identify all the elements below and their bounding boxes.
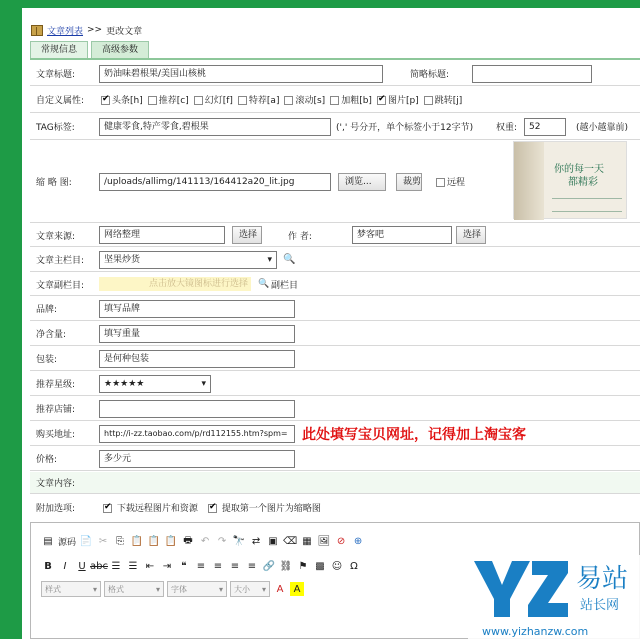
format-select-label: 格式 [108,584,124,594]
flash-icon[interactable]: ⊘ [336,535,346,547]
font-select-label: 字体 [171,584,187,594]
image-icon[interactable]: 🖼 [317,535,331,547]
flag-recommend-label: 推荐[c] [158,96,189,106]
shop-label: 推荐店铺: [36,405,76,415]
unordered-list-icon[interactable]: ☰ [128,560,138,572]
download-remote-checkbox[interactable] [103,504,112,513]
row-main-column [30,248,640,272]
tag-label: TAG标签: [36,123,75,133]
special-char-icon[interactable]: Ω [350,560,358,572]
short-title-input[interactable] [472,65,592,83]
flags-group [101,93,462,106]
book-icon [31,25,43,36]
thumbnail-input[interactable]: /uploads/allimg/141113/164412a20_lit.jpg [99,173,331,191]
chevron-down-icon: ▾ [261,584,266,594]
blockquote-icon[interactable]: ❝ [181,560,187,572]
thumbnail-label: 缩 略 图: [36,178,72,188]
author-label: 作 者: [288,231,312,242]
remote-label: 远程 [447,178,466,188]
flag-slide-label: 幻灯[f] [204,96,233,106]
maximize-icon[interactable]: ⊕ [353,535,363,547]
flag-bold-checkbox[interactable] [330,96,339,105]
search-magnifier-icon[interactable]: 🔍 [283,254,296,265]
flags-label: 自定义属性: [36,96,85,106]
undo-icon[interactable]: ↶ [200,535,210,547]
cut-icon[interactable]: ✂ [98,535,108,547]
watermark-brand: 易站 [576,564,629,594]
row-buy-url [30,422,640,446]
italic-icon[interactable]: I [63,560,67,572]
row-tags [30,114,640,140]
format-select[interactable] [104,581,164,597]
sub-column-magnifier-icon[interactable]: 🔍 [258,279,270,289]
size-select[interactable] [230,581,270,597]
remove-format-icon[interactable]: ⌫ [282,535,298,547]
paste-icon[interactable]: 📋 [130,535,144,547]
row-net-weight [30,322,640,346]
download-remote-option[interactable] [103,501,198,514]
source-input[interactable]: 网络整理 [99,226,225,244]
main-column-label: 文章主栏目: [36,256,85,266]
remote-checkbox[interactable] [436,178,445,187]
rating-value: ★★★★★ [104,378,145,389]
flag-bold-label: 加粗[b] [341,96,372,106]
source-icon[interactable]: ▤ [43,535,53,547]
row-sub-column [30,273,640,296]
style-select-label: 样式 [45,584,61,594]
breadcrumb [31,22,142,38]
flag-recommend-checkbox[interactable] [148,96,157,105]
align-justify-icon[interactable]: ≡ [247,560,257,572]
remote-option[interactable] [436,175,465,188]
text-color-icon[interactable]: A [276,583,284,595]
flag-special-checkbox[interactable] [238,96,247,105]
flag-jump-label: 跳转[j] [434,96,463,106]
ordered-list-icon[interactable]: ☰ [111,560,121,572]
extra-label: 附加选项: [36,503,76,514]
weight-input[interactable]: 52 [524,118,566,136]
crop-button[interactable]: 裁剪 [396,173,422,191]
anchor-icon[interactable]: ⚑ [298,560,308,572]
flag-special-label: 特荐[a] [248,96,280,106]
thumbnail-photo-left [514,142,544,220]
redo-icon[interactable]: ↷ [217,535,227,547]
chevron-down-icon: ▾ [218,584,223,594]
flag-headline-checkbox[interactable] [101,96,110,105]
chevron-down-icon: ▾ [201,378,206,389]
first-image-thumb-label: 提取第一个图片为缩略图 [221,503,321,514]
flag-picture-label: 图片[p] [387,96,419,106]
flag-special[interactable] [238,93,280,106]
shop-input[interactable] [99,400,295,418]
left-green-bar [0,8,22,639]
flag-scroll-checkbox[interactable] [284,96,293,105]
source-select-button[interactable]: 选择 [232,226,262,244]
breadcrumb-current: 更改文章 [106,26,143,37]
net-weight-input[interactable]: 填写重量 [99,325,295,343]
smiley-icon[interactable]: ☺ [331,560,343,572]
chevron-down-icon: ▾ [155,584,160,594]
row-brand [30,297,640,321]
author-select-button[interactable]: 选择 [456,226,486,244]
tab-advanced[interactable]: 高级参数 [91,41,149,59]
flag-picture-checkbox[interactable] [377,96,386,105]
sub-column-field[interactable]: 点击放大镜图标进行选择 [99,277,251,291]
flag-slide[interactable] [194,93,233,106]
watermark-url: www.yizhanzw.com [482,625,589,638]
thumbnail-preview [513,141,627,219]
main-column-value: 坚果炒货 [104,254,141,265]
packaging-label: 包装: [36,355,58,365]
flag-jump-checkbox[interactable] [424,96,433,105]
font-select[interactable] [167,581,227,597]
document-icon[interactable]: 📄 [79,535,93,547]
sub-column-link[interactable]: 副栏目 [271,280,299,291]
row-rating [30,372,640,396]
source-label: 文章来源: [36,231,76,242]
buy-url-note: 此处填写宝贝网址，记得加上淘宝客 [302,427,526,443]
tab-underline [30,58,640,60]
flag-scroll-label: 滚动[s] [295,96,326,106]
row-price [30,447,640,471]
watermark-sub: 站长网 [580,598,620,613]
thumbnail-decor-lines [552,198,622,212]
price-input[interactable]: 多少元 [99,450,295,468]
flag-headline-label: 头条[h] [112,96,143,106]
strike-icon[interactable]: abc [90,560,108,572]
flag-slide-checkbox[interactable] [194,96,203,105]
brand-label: 品牌: [36,305,58,315]
rating-select[interactable] [99,375,211,393]
tab-bar [30,41,149,59]
unlink-icon[interactable]: ⛓ [279,560,293,572]
row-shop [30,397,640,421]
sub-column-label: 文章副栏目: [36,280,85,291]
flag-bold[interactable] [330,93,372,106]
tag-hint: (',' 号分开，单个标签小于12字节) [336,123,474,133]
size-select-label: 大小 [234,584,250,594]
align-right-icon[interactable]: ≡ [230,560,240,572]
flag-scroll[interactable] [284,93,325,106]
flag-headline[interactable] [101,93,143,106]
row-content-header [30,472,640,494]
top-green-bar [0,0,640,8]
content-label: 文章内容: [36,479,76,489]
flag-picture[interactable] [377,93,419,106]
source-button-label[interactable]: 源码 [58,537,77,548]
thumbnail-text-1: 你的每一天 [554,164,604,175]
weight-label: 权重: [496,123,518,133]
tab-general[interactable]: 常规信息 [30,41,88,59]
row-extra-options [30,495,640,519]
flag-recommend[interactable] [148,93,189,106]
replace-icon[interactable]: ⇄ [251,535,261,547]
price-label: 价格: [36,455,58,465]
thumbnail-text-2: 都精彩 [568,177,598,188]
title-input[interactable]: 奶油味碧根果/美国山核桃 [99,65,383,83]
row-title [30,62,640,86]
main-column-select[interactable] [99,251,277,269]
underline-icon[interactable]: U [78,560,86,572]
weight-hint: (越小越靠前) [576,123,629,133]
chevron-down-icon: ▾ [267,254,272,265]
link-icon[interactable]: 🔗 [262,560,276,572]
title-label: 文章标题: [36,70,76,80]
indent-icon[interactable]: ⇥ [162,560,172,572]
brand-input[interactable]: 填写品牌 [99,300,295,318]
buy-url-label: 购买地址: [36,430,76,440]
align-left-icon[interactable]: ≡ [196,560,206,572]
paste-word-icon[interactable]: 📋 [164,535,178,547]
tag-input[interactable]: 健康零食,特产零食,碧根果 [99,118,331,136]
row-packaging [30,347,640,371]
editor-toolbar-row-3 [41,579,304,599]
paste-text-icon[interactable]: 📋 [147,535,161,547]
outdent-icon[interactable]: ⇤ [145,560,155,572]
browse-button[interactable]: 浏览... [338,173,386,191]
first-image-thumb-checkbox[interactable] [208,504,217,513]
bg-color-icon[interactable]: A [290,582,304,596]
table-icon[interactable]: ▦ [302,535,312,547]
short-title-label: 简略标题: [410,70,450,80]
bold-icon[interactable]: B [44,560,52,572]
download-remote-label: 下载远程图片和资源 [116,503,198,514]
editor-toolbar-row-1 [41,531,365,551]
breadcrumb-separator: >> [87,25,103,35]
chevron-down-icon: ▾ [92,584,97,594]
packaging-input[interactable]: 是何种包装 [99,350,295,368]
style-select[interactable] [41,581,101,597]
author-input[interactable]: 梦客吧 [352,226,452,244]
print-icon[interactable]: 🖶 [183,534,193,546]
image2-icon[interactable]: ▩ [315,560,325,572]
buy-url-input[interactable]: http://i-zz.taobao.com/p/rd112155.htm?spm= [99,425,295,443]
flag-jump[interactable] [424,93,463,106]
breadcrumb-article-list-link[interactable]: 文章列表 [47,26,84,37]
row-flags [30,87,640,113]
select-all-icon[interactable]: ▣ [268,535,278,547]
align-center-icon[interactable]: ≡ [213,560,223,572]
rating-label: 推荐星级: [36,380,76,390]
copy-icon[interactable]: ⎘ [116,535,125,547]
find-icon[interactable]: 🔭 [232,535,246,547]
yizhan-watermark-logo [468,555,640,639]
editor-toolbar-row-2 [41,556,361,576]
row-source-author [30,224,640,247]
first-image-thumb-option[interactable] [208,501,321,514]
net-weight-label: 净含量: [36,330,67,340]
